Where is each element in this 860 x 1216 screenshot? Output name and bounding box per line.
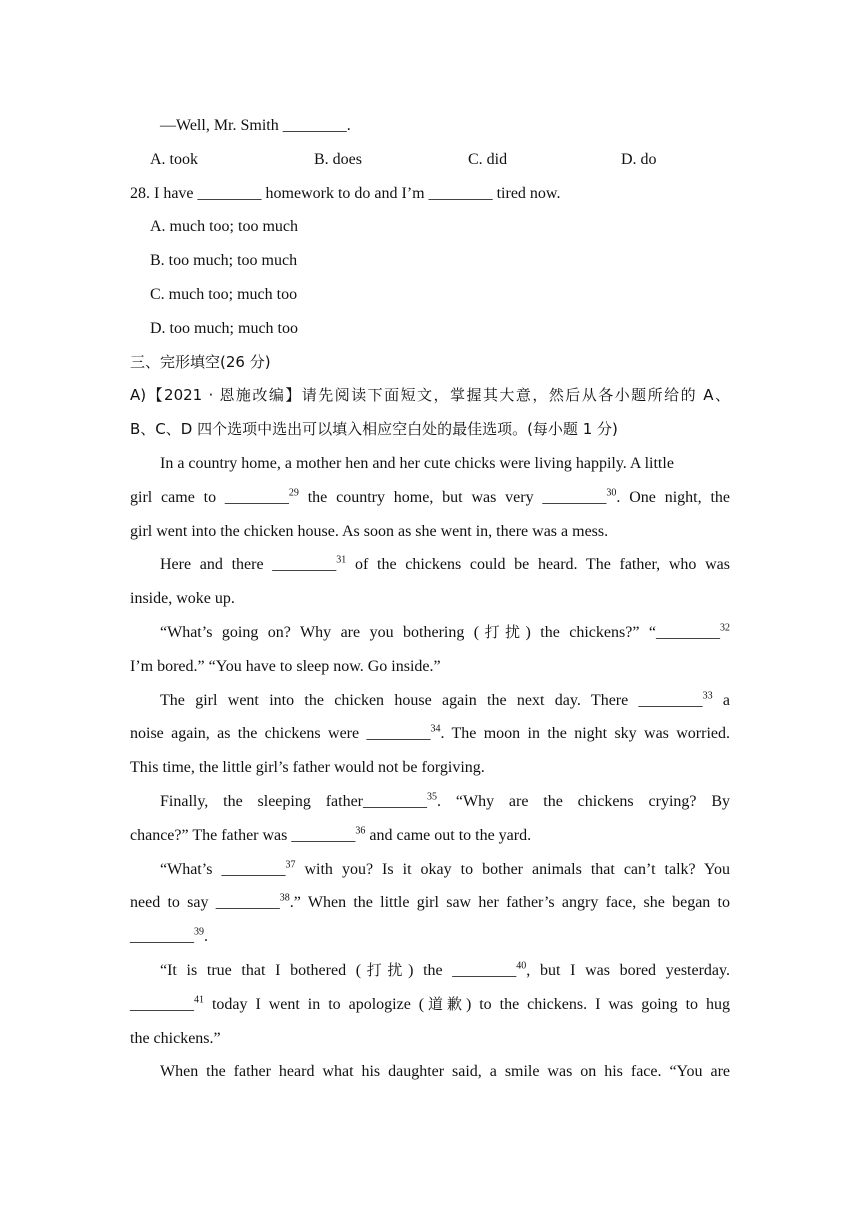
passage-line: girl came to ________$^{29}$ the country home, but was very ________$^{30}$. One night, the <box>130 487 730 506</box>
q27-option-c: C. did <box>468 150 508 168</box>
passage-line: need to say ________$^{38}$.” When the little girl saw her father’s angry face, she began to <box>130 893 730 912</box>
passage-line: I’m bored.” “You have to sleep now. Go inside.” <box>130 657 441 675</box>
passage-line: girl went into the chicken house. As soon as she went in, there was a mess. <box>130 522 609 540</box>
q27-options <box>130 143 730 177</box>
passage-line: In a country home, a mother hen and her cute chicks were living happily. A little <box>160 454 674 472</box>
blank-number: 37 <box>285 859 296 871</box>
blank-number: 38 <box>279 893 290 904</box>
section-heading: 三、完形填空(26 分) <box>130 352 271 371</box>
blank-number: 39 <box>194 926 204 938</box>
passage-line: “What’s ________$^{37}$ with you? Is it okay to bother animals that can’t talk? You <box>160 859 731 878</box>
q28-option-c: C. much too; much too <box>150 285 298 303</box>
q28-option-a: A. much too; too much <box>150 218 298 236</box>
passage-line: inside, woke up. <box>130 590 235 608</box>
passage-line: “What’s going on? Why are you bothering (打扰) the chickens?” “________$^{32}$ <box>160 622 730 641</box>
blank-number: 34 <box>430 724 441 736</box>
passage-line: ________$^{41}$ today I went in to apologize (道歉) to the chickens. I was going to hug <box>130 994 730 1013</box>
passage-line: “It is true that I bothered (打扰) the ________$^{40}$, but I was bored yesterday. <box>160 960 730 979</box>
q28-option-b: B. too much; too much <box>150 252 298 270</box>
passage-line: This time, the little girl’s father would not be forgiving. <box>130 759 485 777</box>
passage-line: ________$^{39}$. <box>130 926 208 946</box>
q27-option-b: B. does <box>314 150 362 168</box>
blank-number: 35 <box>427 791 438 803</box>
passage-line: The girl went into the chicken house again the next day. There ________$^{33}$ a <box>160 690 730 709</box>
blank-number: 29 <box>288 487 299 499</box>
blank-number: 31 <box>336 555 347 567</box>
q28-option-d: D. too much; much too <box>150 319 298 337</box>
passage-line: chance?” The father was ________$^{36}$ and came out to the yard. <box>130 825 532 844</box>
q28-stem: 28. I have ________ homework to do and I’m ________ tired now. <box>130 184 561 202</box>
passage-line: Here and there ________$^{31}$ of the chickens could be heard. The father, who was <box>160 555 731 574</box>
q27-option-d: D. do <box>621 150 657 168</box>
passage-line: noise again, as the chickens were ________$^{34}$. The moon in the night sky was worried. <box>130 724 731 743</box>
blank-number: 33 <box>702 690 713 702</box>
q27-answer-line: —Well, Mr. Smith ________. <box>160 117 351 134</box>
section-instruction-line2: B、C、D 四个选项中选出可以填入相应空白处的最佳选项。(每小题 1 分) <box>130 420 618 439</box>
passage-line: Finally, the sleeping father________$^{35}$. “Why are the chickens crying? By <box>160 791 731 810</box>
q27-option-a: A. took <box>150 150 198 168</box>
blank-number: 32 <box>720 622 730 634</box>
blank-number: 41 <box>194 994 204 1006</box>
blank-number: 36 <box>355 825 366 837</box>
section-instruction-line1: A)【2021 · 恩施改编】请先阅读下面短文，掌握其大意，然后从各小题所给的 A、 <box>130 386 730 405</box>
passage-line: When the father heard what his daughter said, a smile was on his face. “You are <box>160 1063 730 1081</box>
blank-number: 30 <box>606 487 617 499</box>
passage-line: the chickens.” <box>130 1029 221 1047</box>
blank-number: 40 <box>516 960 527 972</box>
